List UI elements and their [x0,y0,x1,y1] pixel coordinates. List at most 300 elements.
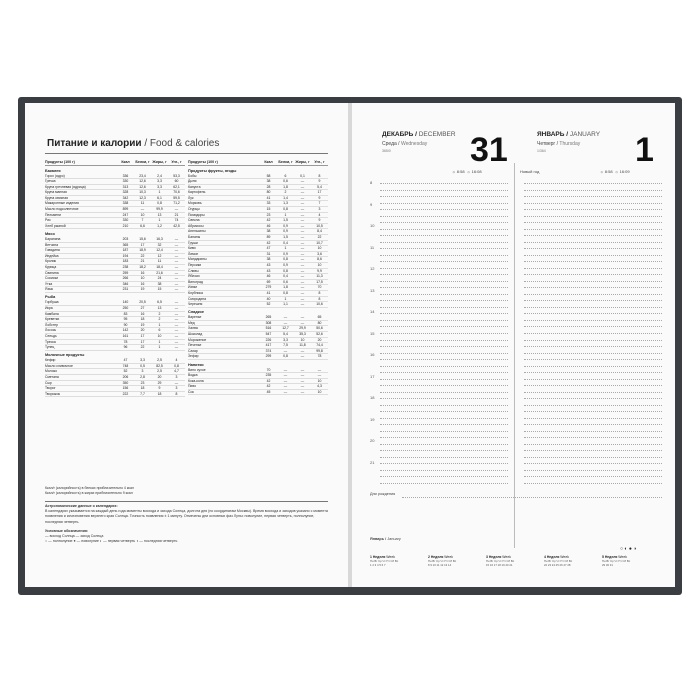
food-name: Дыня [188,179,197,184]
schedule-line[interactable] [380,326,508,327]
schedule-line[interactable] [380,294,508,295]
table-section-title: Мясо [45,231,55,236]
table-cell: 23 [266,212,271,217]
table-cell: — [174,207,179,212]
food-name: Крупа овсяная [45,195,68,200]
table-cell: 33 [266,201,271,206]
table-cell: 748 [122,363,129,368]
table-cell: 374 [265,348,272,353]
table-cell: 18,4 [156,264,163,269]
table-cell: — [174,270,179,275]
food-name: Халва [188,326,198,331]
schedule-line[interactable] [380,268,508,269]
schedule-line[interactable] [524,307,662,308]
table-cell: 83 [123,311,128,316]
food-name: Крупа гречневая (ядрица) [45,184,86,189]
table-cell: 222 [122,391,129,396]
schedule-line[interactable] [380,437,508,438]
table-cell: — [300,184,305,189]
food-name: Капуста [188,184,201,189]
schedule-line[interactable] [524,235,662,236]
table-cell: 11 [140,201,145,206]
schedule-line[interactable] [524,379,662,380]
day-number-31: 31 [470,131,508,169]
table-cell: 330 [122,179,129,184]
table-row [45,287,185,293]
schedule-line[interactable] [380,340,508,341]
table-row [45,392,185,398]
food-name: Водка [188,373,198,378]
schedule-line[interactable] [524,431,662,432]
schedule-line[interactable] [380,444,508,445]
food-name: Творожок [45,391,60,396]
astro-text: В календарях указывается на каждый день года моменты восхода и захода Солнца, долгота дня (по координатам Москвы). Время восхода и заходов указано с момента появления и исчезновения верхнего края Солнца. Точность появления ± 1 минуту. Отмечены дни основных фаз Луны: новолуние, первая четверть, полнолуние, последняя четверть. [45,509,328,524]
table-cell: 899 [122,207,129,212]
day-count: 1/364 [537,149,546,153]
schedule-line[interactable] [524,418,662,419]
schedule-line[interactable] [380,248,508,249]
table-cell: 342 [122,195,129,200]
food-name: Печенье [188,343,202,348]
schedule-line[interactable] [380,353,508,354]
food-name: Морковь [188,201,202,206]
schedule-line[interactable] [380,424,508,425]
table-cell: 43 [266,263,271,267]
schedule-line[interactable] [380,366,508,367]
food-table-col-1 [45,158,185,397]
schedule-line[interactable] [524,483,662,484]
food-name: Тунец [45,345,55,350]
schedule-line[interactable] [380,385,508,386]
table-cell: 8 [318,290,321,295]
table-cell: — [174,259,179,264]
schedule-line[interactable] [380,183,508,184]
schedule-line[interactable] [524,457,662,458]
table-cell: 12,7 [282,326,289,331]
table-cell: 16 [140,270,145,275]
schedule-line[interactable] [380,463,508,464]
table-cell: — [300,235,305,240]
table-cell: 70 [317,285,322,290]
table-cell: 12,6 [139,179,146,184]
food-name: Помидоры [188,212,205,217]
table-cell: 0,4 [283,240,288,245]
schedule-line[interactable] [524,346,662,347]
table-cell: 417 [265,343,272,348]
schedule-line[interactable] [524,444,662,445]
table-cell: 10,7 [316,240,323,245]
food-name: Сок [188,389,194,394]
mini-calendar-month: Январь / January [370,537,401,541]
schedule-line[interactable] [380,261,508,262]
schedule-line[interactable] [524,366,662,367]
table-cell: 20 [157,375,162,379]
schedule-line[interactable] [524,294,662,295]
hour-label: 11 [370,244,375,250]
birthdays-line[interactable] [402,497,662,498]
table-cell: 183 [122,259,129,264]
table-cell: — [283,315,288,320]
schedule-line[interactable] [524,229,662,230]
schedule-line[interactable] [524,261,662,262]
table-cell: 24 [157,276,162,281]
table-cell: — [300,290,305,295]
food-name: Курица [45,264,57,269]
table-cell: — [300,373,305,378]
table-cell: 1 [158,218,161,223]
schedule-line[interactable] [524,326,662,327]
table-cell: 82,5 [156,363,163,368]
schedule-line[interactable] [524,359,662,360]
table-cell: 3 [318,207,321,212]
schedule-line[interactable] [524,398,662,399]
table-cell: — [300,348,305,353]
table-cell: — [300,320,305,325]
sun-times-jan [600,169,630,174]
table-cell: 336 [122,173,129,178]
table-cell: 0,8 [283,268,288,273]
table-cell: 0,6 [283,179,288,184]
food-name: Лосось [45,328,57,333]
schedule-line[interactable] [524,300,662,301]
table-cell: 43 [266,268,271,273]
table-cell: 3,3 [157,179,162,184]
schedule-line[interactable] [380,359,508,360]
schedule-line[interactable] [524,333,662,334]
table-section-title: Молочные продукты [45,353,85,358]
schedule-line[interactable] [524,287,662,288]
holiday-label: Новый год [520,169,540,174]
schedule-line[interactable] [380,346,508,347]
schedule-line[interactable] [524,242,662,243]
schedule-line[interactable] [380,196,508,197]
schedule-line[interactable] [524,209,662,210]
schedule-line[interactable] [524,411,662,412]
table-cell: 80 [266,190,271,195]
table-cell: 0,8 [283,207,288,212]
schedule-line[interactable] [380,333,508,334]
food-name: Ветчина [45,242,59,247]
schedule-line[interactable] [524,463,662,464]
title-en: Food & calories [149,138,220,149]
table-cell: 47 [123,358,128,363]
table-cell: 12,6 [139,184,146,189]
schedule-line[interactable] [380,235,508,236]
table-cell: 65 [317,315,322,320]
schedule-line[interactable] [380,431,508,432]
food-name: Шоколад [188,332,203,337]
table-cell: 238 [122,264,129,269]
schedule-line[interactable] [380,203,508,204]
table-cell: — [283,378,288,383]
column-header: Продукты (100 г) [188,159,218,164]
table-cell: 16 [140,311,145,316]
table-cell: 1,3 [283,201,288,206]
hour-label: 17 [370,373,375,379]
table-cell: — [300,378,305,383]
legend-line-1: — восход Солнца — заход Солнца [45,534,104,539]
table-cell: 29,9 [299,326,306,331]
table-cell: 266 [122,276,129,281]
table-cell: 29 [157,380,162,385]
schedule-line[interactable] [524,424,662,425]
weekday-ru: Среда [382,141,397,147]
table-cell: 346 [122,281,129,286]
table-cell: 1,5 [283,218,288,223]
schedule-line[interactable] [524,216,662,217]
table-cell: 10 [317,246,322,251]
food-name: Бананы [188,235,201,240]
table-cell: 78 [317,354,322,359]
schedule-line[interactable] [524,196,662,197]
table-cell: 38 [157,281,162,286]
table-cell: 265 [265,315,272,320]
table-cell: — [174,281,179,286]
week-dates: 1 2 3 4 5 6 7 [370,563,386,567]
schedule-line[interactable] [380,411,508,412]
table-cell: 547 [265,332,272,337]
food-name: Сметана [45,375,59,379]
table-cell: 1,5 [283,235,288,240]
schedule-line[interactable] [524,450,662,451]
table-cell: 6,6 [140,223,145,228]
table-cell: 38 [266,179,271,184]
table-cell: 1,8 [283,184,288,189]
schedule-line[interactable] [524,268,662,269]
table-cell: 0,8 [283,257,288,262]
sunset-time: 16:09 [619,169,630,174]
schedule-line[interactable] [524,470,662,471]
table-cell: — [174,236,179,241]
table-notes [45,486,328,496]
table-cell: 156 [122,386,129,391]
schedule-line[interactable] [380,216,508,217]
food-name: Кока-кола [188,378,204,383]
table-cell: 18 [157,391,162,396]
schedule-line[interactable] [524,183,662,184]
schedule-line[interactable] [380,470,508,471]
schedule-line[interactable] [524,372,662,373]
table-cell: 38 [266,229,271,234]
table-cell: 2 [284,190,287,195]
month-en: DECEMBER [418,131,456,138]
table-cell: 21,6 [156,270,163,275]
table-cell: 6 [158,328,161,333]
table-cell: 3 [175,375,178,379]
birthdays-label: Дни рождения [370,492,396,496]
food-name: Кролик [45,259,57,264]
schedule-line[interactable] [380,222,508,223]
table-cell: — [300,195,305,200]
food-name: Киви [188,246,196,251]
schedule-line[interactable] [380,274,508,275]
table-cell: 1 [158,322,161,327]
schedule-line[interactable] [524,222,662,223]
table-cell: 6,1 [157,195,162,200]
schedule-line[interactable] [380,281,508,282]
table-cell: — [174,345,179,350]
month-en: JANUARY [569,131,601,138]
table-cell: 70,6 [173,190,180,195]
schedule-line[interactable] [380,379,508,380]
schedule-line[interactable] [380,313,508,314]
table-cell: 330 [122,218,129,223]
astronomy-block [45,504,328,544]
table-cell: 20,5 [139,300,146,305]
schedule-line[interactable] [380,255,508,256]
schedule-line[interactable] [380,229,508,230]
schedule-line[interactable] [524,392,662,393]
hour-label: 20 [370,438,375,444]
food-name: Творог [45,386,56,391]
schedule-line[interactable] [380,307,508,308]
table-cell: 516 [265,326,272,331]
food-name: Изюм [188,285,197,290]
schedule-line[interactable] [380,398,508,399]
table-cell: — [300,268,305,273]
food-name: Лимон [188,251,199,256]
table-cell: 42 [266,240,271,245]
schedule-line[interactable] [380,405,508,406]
table-cell: 9,9 [317,268,322,273]
table-cell: 8 [318,296,321,301]
food-name: Пельмени [45,212,61,217]
table-cell: — [174,339,179,344]
table-cell: 9 [318,218,321,223]
schedule-line[interactable] [524,190,662,191]
table-cell: — [300,354,305,359]
table-cell: 3 [141,369,144,374]
week-number: 2 Неделя [428,555,444,559]
schedule-line[interactable] [524,353,662,354]
table-cell: 22 [140,253,145,258]
schedule-line[interactable] [380,372,508,373]
schedule-line[interactable] [524,320,662,321]
weekday-en: Wednesday [400,141,428,147]
table-cell: 11 [157,259,162,264]
table-cell: 74,4 [316,343,323,348]
food-name: Лобстер [45,322,58,327]
week-en: Week [444,555,453,559]
food-table-col-2 [188,158,328,395]
table-cell: 74 [174,218,179,223]
food-name: Сосиски [45,276,58,281]
food-name: Виноград [188,279,203,284]
right-page [352,103,675,587]
schedule-line[interactable] [524,476,662,477]
table-cell: 10 [317,263,322,267]
schedule-line[interactable] [380,209,508,210]
table-cell: 17 [140,333,145,338]
table-cell: — [300,302,305,307]
table-cell: — [300,279,305,284]
schedule-line[interactable] [524,281,662,282]
week-en: Week [386,555,395,559]
column-header: Белки, г [135,159,150,164]
schedule-line[interactable] [524,437,662,438]
week-number: 4 Неделя [544,555,560,559]
table-cell: 313 [122,184,129,189]
table-row [45,224,185,230]
table-cell: 46 [266,223,271,228]
table-cell: 350 [122,380,129,385]
table-cell: 0,9 [283,223,288,228]
table-cell: 52,6 [316,332,323,337]
table-cell: 2,5 [157,358,162,363]
table-cell: — [300,201,305,206]
schedule-line[interactable] [524,255,662,256]
food-name: Горбуша [45,300,59,305]
schedule-line[interactable] [524,203,662,204]
note-line: Ккал/г (калорийность) в жирах приблизительно 9 ккал [45,491,133,495]
title-underline [45,153,328,154]
schedule-line[interactable] [380,190,508,191]
food-name: Крупа манная [45,190,67,195]
table-cell: 40 [266,296,271,301]
schedule-line[interactable] [380,450,508,451]
schedule-line[interactable] [380,392,508,393]
table-cell: 52 [266,302,271,307]
table-cell: 206 [122,375,129,379]
table-cell: 10 [317,378,322,383]
weekday-header: Пн Вт Ср Чт Пт Сб Вс [428,559,457,563]
table-cell: 42,5 [173,223,180,228]
food-name: Рис [45,218,51,223]
schedule-line[interactable] [380,242,508,243]
table-cell: 210 [122,223,129,228]
moon-phase-icons: ○ ◐ ● ◑ [620,546,637,552]
table-cell: 6,5 [157,300,162,305]
schedule-line[interactable] [524,313,662,314]
schedule-line[interactable] [380,476,508,477]
schedule-line[interactable] [380,418,508,419]
table-cell: 18,2 [139,264,146,269]
table-cell: 10 [317,389,322,394]
food-name: Молоко [45,369,57,374]
schedule-line[interactable] [380,483,508,484]
table-cell: 140 [122,300,129,305]
table-cell: — [174,328,179,333]
schedule-line[interactable] [380,320,508,321]
table-cell: 4,7 [174,369,179,374]
schedule-line[interactable] [524,274,662,275]
table-cell: 52 [123,369,128,374]
schedule-line[interactable] [524,340,662,341]
table-cell: — [174,242,179,247]
table-cell: 2,4 [157,173,162,178]
schedule-line[interactable] [380,300,508,301]
legend-title: Условные обозначения: [45,528,89,533]
food-name: Апельсины [188,229,206,234]
schedule-line[interactable] [524,405,662,406]
table-section-title: Напитки [188,362,204,367]
schedule-line[interactable] [380,457,508,458]
astro-title: Астрономические данные о календарях: [45,504,118,508]
schedule-line[interactable] [524,248,662,249]
schedule-line[interactable] [380,287,508,288]
table-cell: 226 [265,337,272,342]
table-cell: 58 [266,173,271,178]
table-cell: 47 [266,246,271,251]
table-cell: 19 [140,322,145,327]
day-header-dec: ДЕКАБРЬ / DECEMBER Среда / Wednesday 365/0 [382,131,456,153]
table-cell: 328 [122,190,129,195]
mini-calendar-week [428,555,456,581]
table-cell: — [300,223,305,228]
hour-label: 13 [370,287,375,293]
food-name: Вино сухое [188,367,206,372]
schedule-line[interactable] [524,385,662,386]
